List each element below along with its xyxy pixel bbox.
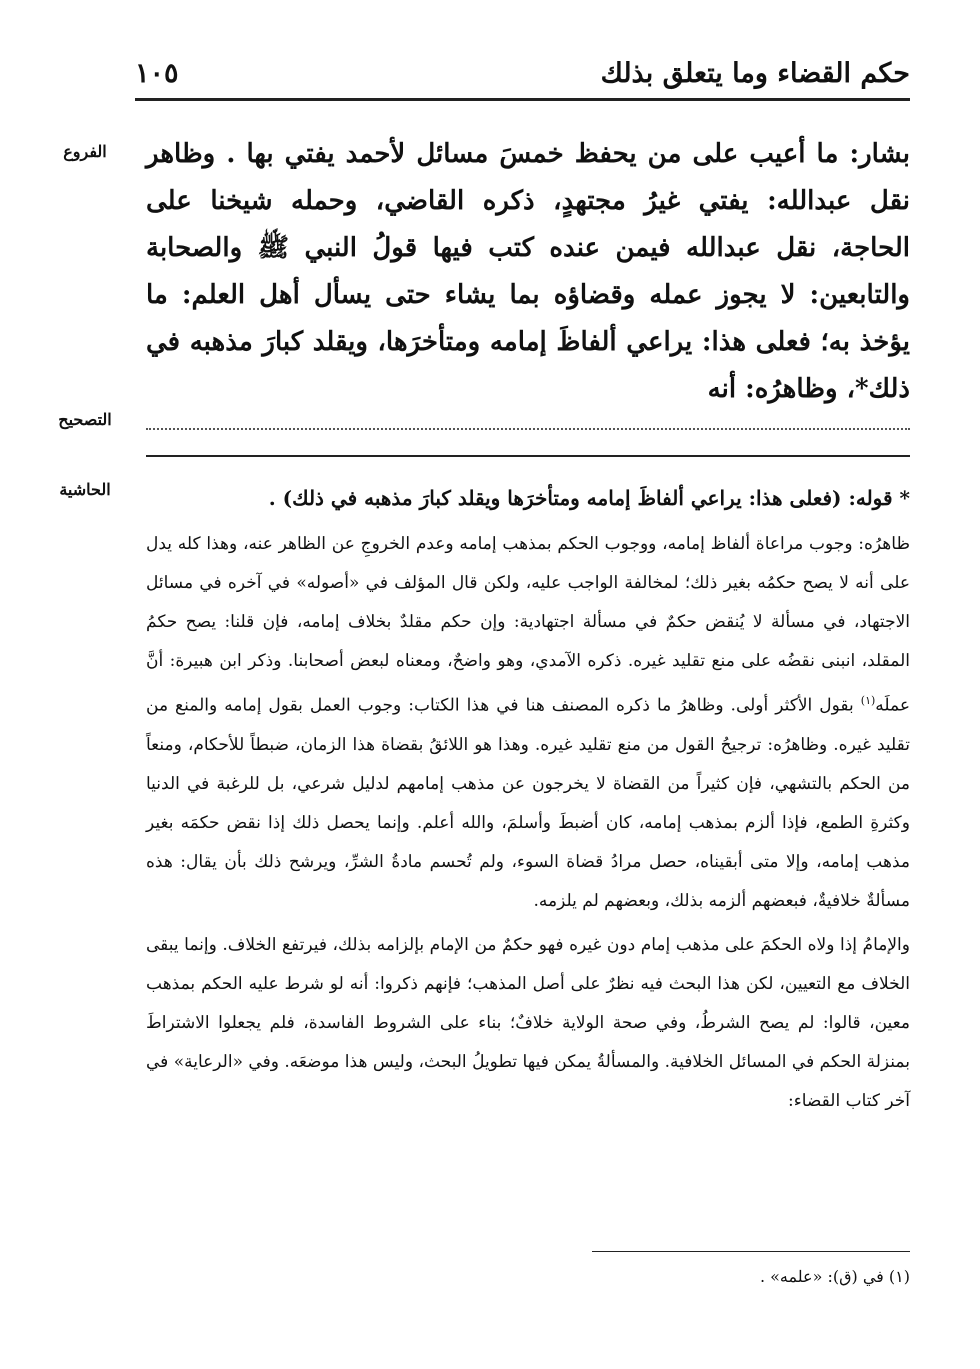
footnote-rule [592, 1251, 910, 1252]
hashiya-paragraph-2: والإمامُ إذا ولاه الحكمَ على مذهب إمام دون غيره فهو حكمٌ من الإمام بإلزامه بذلك، فيرتفع الخلاف. وإنما يبقى الخلاف مع التعيين، لكن هذا البحث فيه نظرٌ على أصل المذهب؛ فإنهم ذكروا: أنه لو شرط عليه الحكم بمذهب معين، قالوا: لم يصح الشرطُ، وفي صحة الولاية خلافٌ؛ بناء على الشروط الفاسدة، فلم يجعلوا الاشتراطَ بمنزلة الحكم في المسائل الخلافية. والمسألةُ يمكن فيها تطويلُ البحث، وليس هذا موضعَه. وفي «الرعاية» في آخر كتاب القضاء: [146, 934, 910, 1111]
hashiya-paragraph-1-a: ظاهرُه: وجوب مراعاة ألفاظ إمامه، ووجوب الحكم بمذهب إمامه وعدم الخروجِ عن الظاهر عنه، وهذا كله يدل على أنه لا يصح حكمُه بغير ذلك؛ لمخالفة الواجب عليه، ولكن قال المؤلف في «أصوله» في آخره في مسائل الاجتهاد، في مسألة لا يُنقض حكمٌ في مسألة اجتهادية: وإن حكم مقلدٌ بخلاف إمامه، فإن قلنا: يصح حكمُ المقلد، انبنى نقضُه على منع تقليد غيره. ذكره الآمدي، وهو واضحٌ، ومعناه لبعض أصحابنا. وذكر ابن هبيرة: أنَّ عملَه [146, 534, 910, 716]
side-label-furu: الفروع [63, 142, 107, 161]
running-header [135, 58, 910, 92]
footnote: (١) في (ق): «علمه» . [759, 1267, 910, 1286]
hashiya-heading: * قوله: (فعلى هذا: يراعي ألفاظَ إمامه ومتأخرَها ويقلد كبارَ مذهبه في ذلك) . [268, 486, 910, 510]
footnote-ref: (١) [860, 694, 876, 707]
header-rule [135, 98, 910, 101]
header-title: حكم القضاء وما يتعلق بذلك [600, 58, 910, 89]
side-label-tashih: التصحيح [58, 410, 112, 429]
main-paragraph: بشار: ما أعيب على من يحفظ خمسَ مسائل لأحمد يفتي بها . وظاهر نقل عبدالله: يفتي غيرُ مجتهدٍ، ذكره القاضي، وحمله شيخنا على الحاجة، نقل عبدالله فيمن عنده كتب فيها قولُ النبي ﷺ والصحابة والتابعين: لا يجوز عمله وقضاؤه بما يشاء حتى يسأل أهل العلم: ما يؤخذ به؛ فعلى هذا: يراعي ألفاظَ إمامه ومتأخرَها، ويقلد كبارَ مذهبه في ذلك*، وظاهرُه: أنه [146, 139, 910, 404]
main-text [146, 131, 910, 413]
hashiya-paragraph-1-b: بقول الأكثر أولى. وظاهرُ ما ذكره المصنف هنا في هذا الكتاب: وجوب العمل بقول إمامه والمنع من تقليد غيره. وظاهرُه: ترجيحُ القول من منع تقليد غيره. وهذا هو اللائقُ بقضاة هذا الزمان، ضبطاً للأحكام، ومنعاً من الحكم بالتشهي، فإن كثيراً من القضاة لا يخرجون عن مذهب إمامهم لدليل شرعي، بل للرغبة في الدنيا وكثرةِ الطمع، فإذا ألزم بمذهب إمامه، كان أضبطَ وأسلمَ، والله أعلم. وإنما يحصل ذلك إذا نقض حكمَه بغير مذهب إمامه، وإلا متى أبقيناه، حصل مرادُ قضاة السوء، ولم تُحسم مادةُ الشرِّ، ويرشح ذلك بأن يقال: هذه مسألةٌ خلافيةٌ، فبعضهم ألزمه بذلك، وبعضهم لم يلزمه. [146, 695, 910, 911]
correction-dotted-line [146, 414, 910, 430]
hashiya-paragraph-1 [146, 525, 910, 921]
side-label-hashiya: الحاشية [59, 480, 111, 499]
page-number: ١٠٥ [135, 58, 179, 89]
section-rule [146, 455, 910, 457]
hashiya-text [146, 525, 910, 1121]
